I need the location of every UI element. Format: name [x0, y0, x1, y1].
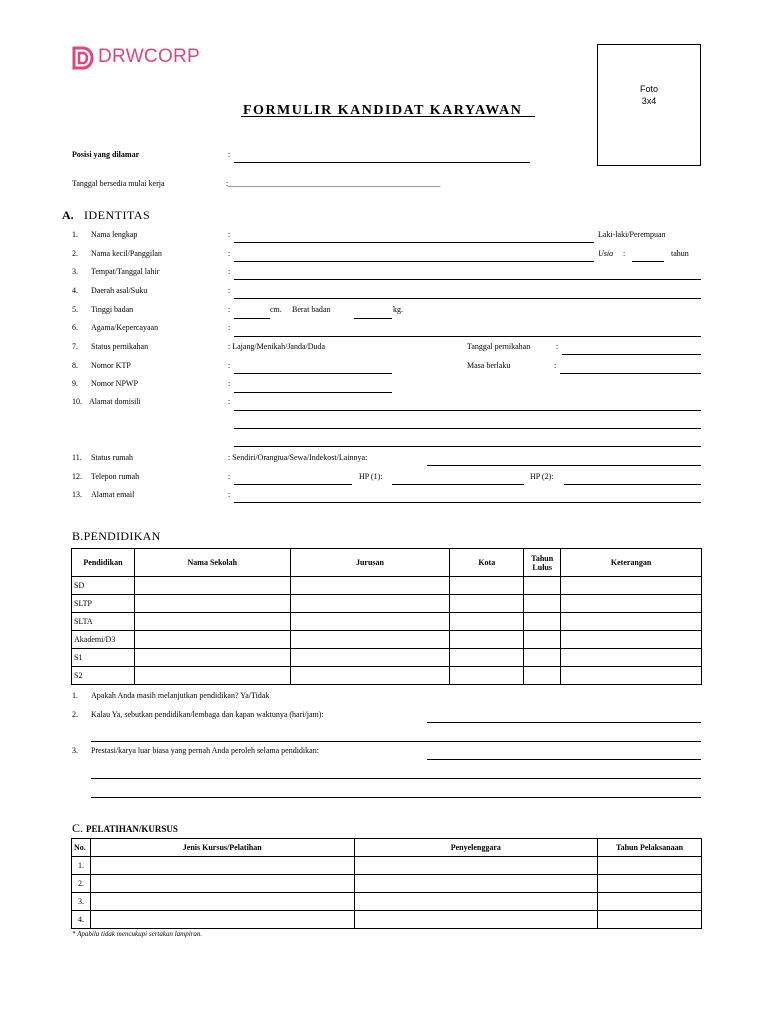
start-date-field[interactable]: :_____________________________________________________ [226, 179, 441, 188]
organizer-cell[interactable] [354, 893, 598, 911]
level-cell: S1 [72, 649, 135, 667]
year-cell[interactable] [598, 875, 702, 893]
hp2-label: HP (2): [530, 472, 554, 481]
col-grad-year: Tahun Lulus [524, 549, 561, 577]
house-other-field[interactable] [427, 465, 701, 466]
section-a-title: IDENTITAS [84, 208, 151, 222]
notes-cell[interactable] [561, 613, 702, 631]
question-no: 2. [72, 710, 78, 719]
drw-logo-icon [72, 46, 94, 70]
item-no: 4. [72, 286, 78, 295]
origin-label: Daerah asal/Suku [91, 286, 148, 295]
colon: : [228, 267, 231, 276]
item-no: 11. [72, 453, 82, 462]
notes-cell[interactable] [561, 667, 702, 685]
table-row [72, 857, 702, 875]
gender-options[interactable]: Laki-laki/Perempuan [598, 230, 666, 239]
year-cell[interactable] [598, 911, 702, 929]
colon: : [228, 323, 231, 332]
col-course-type: Jenis Kursus/Pelatihan [90, 839, 354, 857]
major-cell[interactable] [290, 667, 450, 685]
year-cell[interactable] [598, 857, 702, 875]
title-underline [241, 116, 535, 117]
col-school: Nama Sekolah [134, 549, 290, 577]
organizer-cell[interactable] [354, 911, 598, 929]
major-cell[interactable] [290, 613, 450, 631]
city-cell[interactable] [450, 595, 524, 613]
year-cell[interactable] [524, 595, 561, 613]
col-year: Tahun Pelaksanaan [598, 839, 702, 857]
year-cell[interactable] [598, 893, 702, 911]
achievements-field-1[interactable] [427, 759, 701, 760]
table-row [72, 649, 702, 667]
col-pendidikan: Pendidikan [72, 549, 135, 577]
colon: : [556, 342, 559, 351]
position-field[interactable] [234, 162, 530, 163]
row-no: 2. [72, 875, 91, 893]
weight-label: Berat badan [292, 305, 331, 314]
home-phone-field[interactable] [234, 484, 352, 485]
school-cell[interactable] [134, 577, 290, 595]
nickname-field[interactable] [234, 261, 594, 262]
validity-label: Masa berlaku [467, 361, 511, 370]
education-table [71, 548, 702, 685]
colon: : [554, 361, 557, 370]
school-cell[interactable] [134, 667, 290, 685]
item-no: 8. [72, 361, 78, 370]
position-label: Posisi yang dilamar [72, 150, 140, 159]
position-colon: : [228, 150, 231, 159]
home-phone-label: Telepon rumah [91, 472, 140, 481]
age-label: Usia [598, 249, 614, 258]
city-cell[interactable] [450, 667, 524, 685]
city-cell[interactable] [450, 577, 524, 595]
table-row [72, 595, 702, 613]
hp1-label: HP (1): [359, 472, 383, 481]
item-no: 5. [72, 305, 78, 314]
table-row [72, 577, 702, 595]
school-cell[interactable] [134, 595, 290, 613]
item-no: 10. [72, 397, 82, 406]
colon: : [228, 249, 231, 258]
address-field-1[interactable] [234, 410, 701, 411]
marriage-date-label: Tanggal pernikahan [467, 342, 531, 351]
notes-cell[interactable] [561, 631, 702, 649]
photo-size: 3x4 [641, 96, 657, 106]
table-row [72, 631, 702, 649]
row-no: 3. [72, 893, 91, 911]
school-cell[interactable] [134, 631, 290, 649]
level-cell: S2 [72, 667, 135, 685]
notes-cell[interactable] [561, 577, 702, 595]
notes-cell[interactable] [561, 595, 702, 613]
address-field-2[interactable] [234, 428, 701, 429]
age-field[interactable] [632, 261, 664, 262]
address-label: Alamat domisili [89, 397, 141, 406]
marital-options[interactable]: : Lajang/Menikah/Janda/Duda [228, 342, 326, 351]
section-c-title: PELATIHAN/KURSUS [86, 824, 178, 834]
colon: : [228, 397, 231, 406]
nickname-label: Nama kecil/Panggilan [91, 249, 162, 258]
birth-label: Tempat/Tanggal lahir [91, 267, 160, 276]
house-status-options[interactable]: : Sendiri/Orangtua/Sewa/Indekost/Lainnya: [228, 453, 368, 462]
weight-field[interactable] [354, 318, 392, 319]
height-field[interactable] [234, 318, 270, 319]
major-cell[interactable] [290, 595, 450, 613]
organizer-cell[interactable] [354, 875, 598, 893]
validity-field[interactable] [560, 373, 701, 374]
level-cell: SLTP [72, 595, 135, 613]
hp2-field[interactable] [564, 484, 701, 485]
item-no: 6. [72, 323, 78, 332]
question-achievements: Prestasi/karya luar biasa yang pernah Anda peroleh selama pendidikan: [91, 746, 319, 755]
ktp-field[interactable] [234, 373, 392, 374]
colon: : [228, 379, 231, 388]
level-cell: SD [72, 577, 135, 595]
colon: : [228, 490, 231, 499]
city-cell[interactable] [450, 631, 524, 649]
question-no: 1. [72, 691, 78, 700]
year-cell[interactable] [524, 631, 561, 649]
house-status-label: Status rumah [91, 453, 133, 462]
religion-label: Agama/Kepercayaan [91, 323, 159, 332]
training-header-row [72, 839, 702, 857]
school-cell[interactable] [134, 649, 290, 667]
section-b-title: B.PENDIDIKAN [72, 529, 161, 543]
notes-cell[interactable] [561, 649, 702, 667]
footnote: * Apabila tidak mencukupi sertakan lampiran. [72, 930, 203, 938]
height-label: Tinggi badan [91, 305, 134, 314]
npwp-label: Nomor NPWP [91, 379, 138, 388]
marital-label: Status pernikahan [91, 342, 149, 351]
age-unit: tahun [671, 249, 689, 258]
school-cell[interactable] [134, 613, 290, 631]
question-study-details: Kalau Ya, sebutkan pendidikan/lembaga dan kapan waktunya (hari/jam): [91, 710, 324, 719]
cm-unit: cm. [270, 305, 282, 314]
col-notes: Keterangan [561, 549, 702, 577]
row-no: 1. [72, 857, 91, 875]
item-no: 3. [72, 267, 78, 276]
ktp-label: Nomor KTP [91, 361, 131, 370]
origin-field[interactable] [234, 298, 701, 299]
training-table [71, 838, 702, 929]
major-cell[interactable] [290, 631, 450, 649]
age-colon: : [623, 249, 626, 258]
year-cell[interactable] [524, 649, 561, 667]
study-details-field-2[interactable] [91, 741, 701, 742]
col-organizer: Penyelenggara [354, 839, 598, 857]
course-cell[interactable] [90, 857, 354, 875]
major-cell[interactable] [290, 577, 450, 595]
city-cell[interactable] [450, 613, 524, 631]
table-row [72, 613, 702, 631]
year-cell[interactable] [524, 577, 561, 595]
start-date-label: Tanggal bersedia mulai kerja [72, 179, 165, 188]
address-field-3[interactable] [234, 446, 701, 447]
year-cell[interactable] [524, 613, 561, 631]
npwp-field[interactable] [234, 392, 392, 393]
col-major: Jurusan [290, 549, 450, 577]
hp1-field[interactable] [392, 484, 524, 485]
achievements-field-2[interactable] [91, 778, 701, 779]
colon: : [228, 230, 231, 239]
achievements-field-3[interactable] [91, 797, 701, 798]
course-cell[interactable] [90, 893, 354, 911]
marriage-date-field[interactable] [562, 354, 701, 355]
major-cell[interactable] [290, 649, 450, 667]
table-row [72, 875, 702, 893]
year-cell[interactable] [524, 667, 561, 685]
city-cell[interactable] [450, 649, 524, 667]
course-cell[interactable] [90, 875, 354, 893]
photo-label: Foto [639, 84, 658, 94]
form-title: FORMULIR KANDIDAT KARYAWAN [243, 103, 523, 118]
email-field[interactable] [234, 502, 701, 503]
kg-unit: kg. [393, 305, 403, 314]
birth-field[interactable] [234, 279, 701, 280]
education-header-row [72, 549, 702, 577]
level-cell: Akademi/D3 [72, 631, 135, 649]
photo-box [597, 44, 701, 166]
level-cell: SLTA [72, 613, 135, 631]
name-label: Nama lengkap [91, 230, 138, 239]
item-no: 7. [72, 342, 78, 351]
colon: : [228, 361, 231, 370]
item-no: 13. [72, 490, 82, 499]
item-no: 12. [72, 472, 82, 481]
question-no: 3. [72, 746, 78, 755]
section-c-letter: C. [72, 821, 84, 835]
table-row [72, 911, 702, 929]
organizer-cell[interactable] [354, 857, 598, 875]
company-logo [72, 44, 212, 74]
study-details-field-1[interactable] [427, 722, 701, 723]
row-no: 4. [72, 911, 91, 929]
colon: : [228, 286, 231, 295]
item-no: 1. [72, 230, 78, 239]
colon: : [228, 305, 231, 314]
table-row [72, 893, 702, 911]
item-no: 9. [72, 379, 78, 388]
name-field[interactable] [234, 242, 594, 243]
course-cell[interactable] [90, 911, 354, 929]
item-no: 2. [72, 249, 78, 258]
question-continuing-study: Apakah Anda masih melanjutkan pendidikan? Ya/Tidak [91, 691, 270, 700]
col-no: No. [72, 839, 91, 857]
section-a-letter: A. [62, 208, 74, 222]
col-city: Kota [450, 549, 524, 577]
email-label: Alamat email [91, 490, 135, 499]
table-row [72, 667, 702, 685]
logo-text: DRWCORP [98, 46, 201, 67]
religion-field[interactable] [234, 336, 701, 337]
colon: : [228, 472, 231, 481]
